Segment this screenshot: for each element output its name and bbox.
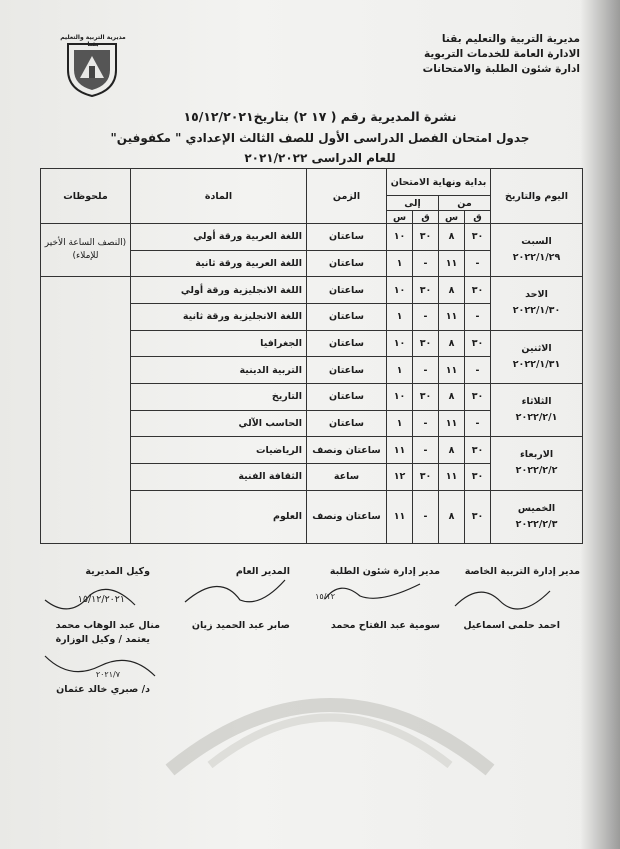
- subject: العلوم: [131, 490, 307, 543]
- to-hour: ١٢: [387, 463, 413, 490]
- col-day-date: اليوم والتاريخ: [491, 169, 583, 224]
- signature-scribble-3: [180, 572, 290, 612]
- subject: الرياضيات: [131, 437, 307, 464]
- approval-label: يعتمد / وكيل الوزارة: [55, 634, 150, 645]
- subject: التاريخ: [131, 383, 307, 410]
- col-exam-time: بداية ونهاية الامتحان: [387, 169, 491, 196]
- duration: ساعتان: [307, 357, 387, 384]
- table-row: [41, 277, 583, 304]
- subject: الجغرافيا: [131, 330, 307, 357]
- duration: ساعتان: [307, 224, 387, 251]
- to-min: ٣٠: [413, 277, 439, 304]
- duration: ساعتان: [307, 277, 387, 304]
- duration: ساعتان: [307, 303, 387, 330]
- to-min: -: [413, 357, 439, 384]
- signature-scribble-4: [40, 580, 140, 620]
- to-hour: ١١: [387, 490, 413, 543]
- duration: ساعتان: [307, 250, 387, 277]
- to-min: ٣٠: [413, 463, 439, 490]
- to-hour: ١١: [387, 437, 413, 464]
- day-cell: [491, 437, 583, 490]
- duration: ساعتان: [307, 410, 387, 437]
- bulletin-title: نشرة المديرية رقم ( ١٧ ٢) بتاريخ١٥/١٢/٢٠٢١: [183, 109, 457, 124]
- sig-name-special-ed: احمد حلمى اسماعيل: [463, 620, 560, 631]
- to-min: ٣٠: [413, 330, 439, 357]
- to-min: -: [413, 410, 439, 437]
- to-min: ٣٠: [413, 383, 439, 410]
- from-hour: ٨: [439, 437, 465, 464]
- scan-edge-shadow: [580, 0, 620, 849]
- to-hour: ١: [387, 410, 413, 437]
- signature-scribble-1: [450, 576, 570, 616]
- logo-caption: مديرية التربية والتعليم بقنا: [60, 34, 126, 48]
- day-name: الثلاثاء: [521, 396, 552, 408]
- sig-date-deputy: ١٥/١٢/٢٠٢١: [77, 594, 125, 605]
- approval-date: ٢٠٢١/٧: [95, 670, 120, 679]
- duration: ساعة: [307, 463, 387, 490]
- sig-label-general-director: المدير العام: [235, 566, 290, 577]
- from-hour: ٨: [439, 330, 465, 357]
- duration: ساعتان: [307, 383, 387, 410]
- to-hour: ١٠: [387, 224, 413, 251]
- col-to: إلى: [387, 196, 439, 211]
- signature-scribble-2: [320, 574, 430, 608]
- day-date: ٢٠٢٢/١/٢٩: [512, 252, 561, 264]
- subject: اللغة الانجليزية ورقة أولي: [131, 277, 307, 304]
- day-date: ٢٠٢٢/٢/٢: [515, 465, 558, 477]
- day-date: ٢٠٢٢/٢/١: [515, 412, 558, 424]
- sig-name-student-affairs: سومية عبد الفتاح محمد: [330, 620, 440, 631]
- day-name: الاربعاء: [519, 449, 554, 461]
- from-min: ٣٠: [465, 330, 491, 357]
- exam-schedule-table: [40, 168, 583, 544]
- from-min: -: [465, 410, 491, 437]
- from-hour: ١١: [439, 303, 465, 330]
- duration: ساعتان ونصف: [307, 490, 387, 543]
- sig-date-student-affairs: ١٥/١٢: [315, 592, 335, 601]
- to-min: ٣٠: [413, 224, 439, 251]
- from-hour: ١١: [439, 410, 465, 437]
- table-row: [41, 224, 583, 251]
- approver-name: د/ صبري خالد عثمان: [56, 684, 150, 695]
- ministry-logo-icon: [60, 30, 124, 98]
- from-min: ٣٠: [465, 463, 491, 490]
- col-notes: ملحوظات: [41, 169, 131, 224]
- to-min: -: [413, 250, 439, 277]
- day-cell: [491, 224, 583, 277]
- sig-name-deputy: منال عبد الوهاب محمد: [55, 620, 160, 631]
- from-min: -: [465, 357, 491, 384]
- subject: اللغة العربية ورقة ثانية: [131, 250, 307, 277]
- to-min: -: [413, 490, 439, 543]
- day-date: ٢٠٢٢/١/٣٠: [512, 305, 561, 317]
- col-from-min: ق: [465, 211, 491, 224]
- sig-label-special-ed: مدير إدارة التربية الخاصة: [464, 566, 580, 577]
- to-hour: ١: [387, 303, 413, 330]
- from-hour: ١١: [439, 357, 465, 384]
- to-hour: ١: [387, 250, 413, 277]
- to-hour: ١: [387, 357, 413, 384]
- from-min: ٣٠: [465, 224, 491, 251]
- subject: الثقافة الفنية: [131, 463, 307, 490]
- from-min: ٣٠: [465, 277, 491, 304]
- from-hour: ٨: [439, 224, 465, 251]
- from-min: ٣٠: [465, 383, 491, 410]
- header-line-2: الادارة العامة للخدمات التربوية: [424, 48, 580, 60]
- notes-cell: (النصف الساعة الأخير للإملاء): [41, 224, 131, 277]
- col-from: من: [439, 196, 491, 211]
- issuer-header: [360, 32, 580, 77]
- schedule-title: جدول امتحان الفصل الدراسى الأول للصف الثالث الإعدادي " مكفوفين": [110, 131, 530, 145]
- header-line-3: ادارة شئون الطلبة والامتحانات: [422, 63, 580, 75]
- notes-empty: [41, 277, 131, 544]
- document-titles: [90, 106, 550, 168]
- from-min: -: [465, 250, 491, 277]
- col-to-hour: س: [387, 211, 413, 224]
- from-min: -: [465, 303, 491, 330]
- signature-scribble-5: [40, 646, 160, 686]
- to-hour: ١٠: [387, 330, 413, 357]
- to-hour: ١٠: [387, 277, 413, 304]
- day-date: ٢٠٢٢/١/٣١: [512, 358, 561, 370]
- day-cell: [491, 277, 583, 330]
- subject: اللغة العربية ورقة أولي: [131, 224, 307, 251]
- from-hour: ٨: [439, 277, 465, 304]
- from-hour: ١١: [439, 463, 465, 490]
- day-cell: [491, 383, 583, 436]
- to-hour: ١٠: [387, 383, 413, 410]
- sig-label-student-affairs: مدير إدارة شئون الطلبة: [329, 566, 440, 577]
- day-name: الاحد: [525, 289, 548, 301]
- from-min: ٣٠: [465, 437, 491, 464]
- academic-year: للعام الدراسى ٢٠٢١/٢٠٢٢: [244, 151, 396, 165]
- sig-name-general-director: صابر عبد الحميد زيان: [191, 620, 290, 631]
- from-min: ٣٠: [465, 490, 491, 543]
- col-subject: المادة: [131, 169, 307, 224]
- col-from-hour: س: [439, 211, 465, 224]
- subject: التربية الدينية: [131, 357, 307, 384]
- day-date: ٢٠٢٢/٢/٣: [515, 518, 558, 530]
- day-name: السبت: [521, 236, 552, 248]
- day-name: الاثنين: [521, 342, 552, 354]
- col-to-min: ق: [413, 211, 439, 224]
- header-line-1: مديرية التربية والتعليم بقنا: [441, 33, 580, 45]
- sig-label-deputy: وكيل المديرية: [85, 566, 150, 577]
- subject: الحاسب الآلي: [131, 410, 307, 437]
- duration: ساعتان ونصف: [307, 437, 387, 464]
- from-hour: ٨: [439, 383, 465, 410]
- to-min: -: [413, 437, 439, 464]
- from-hour: ٨: [439, 490, 465, 543]
- day-cell: [491, 490, 583, 543]
- day-cell: [491, 330, 583, 383]
- from-hour: ١١: [439, 250, 465, 277]
- duration: ساعتان: [307, 330, 387, 357]
- to-min: -: [413, 303, 439, 330]
- subject: اللغة الانجليزية ورقة ثانية: [131, 303, 307, 330]
- day-name: الخميس: [517, 502, 556, 514]
- col-duration: الزمن: [307, 169, 387, 224]
